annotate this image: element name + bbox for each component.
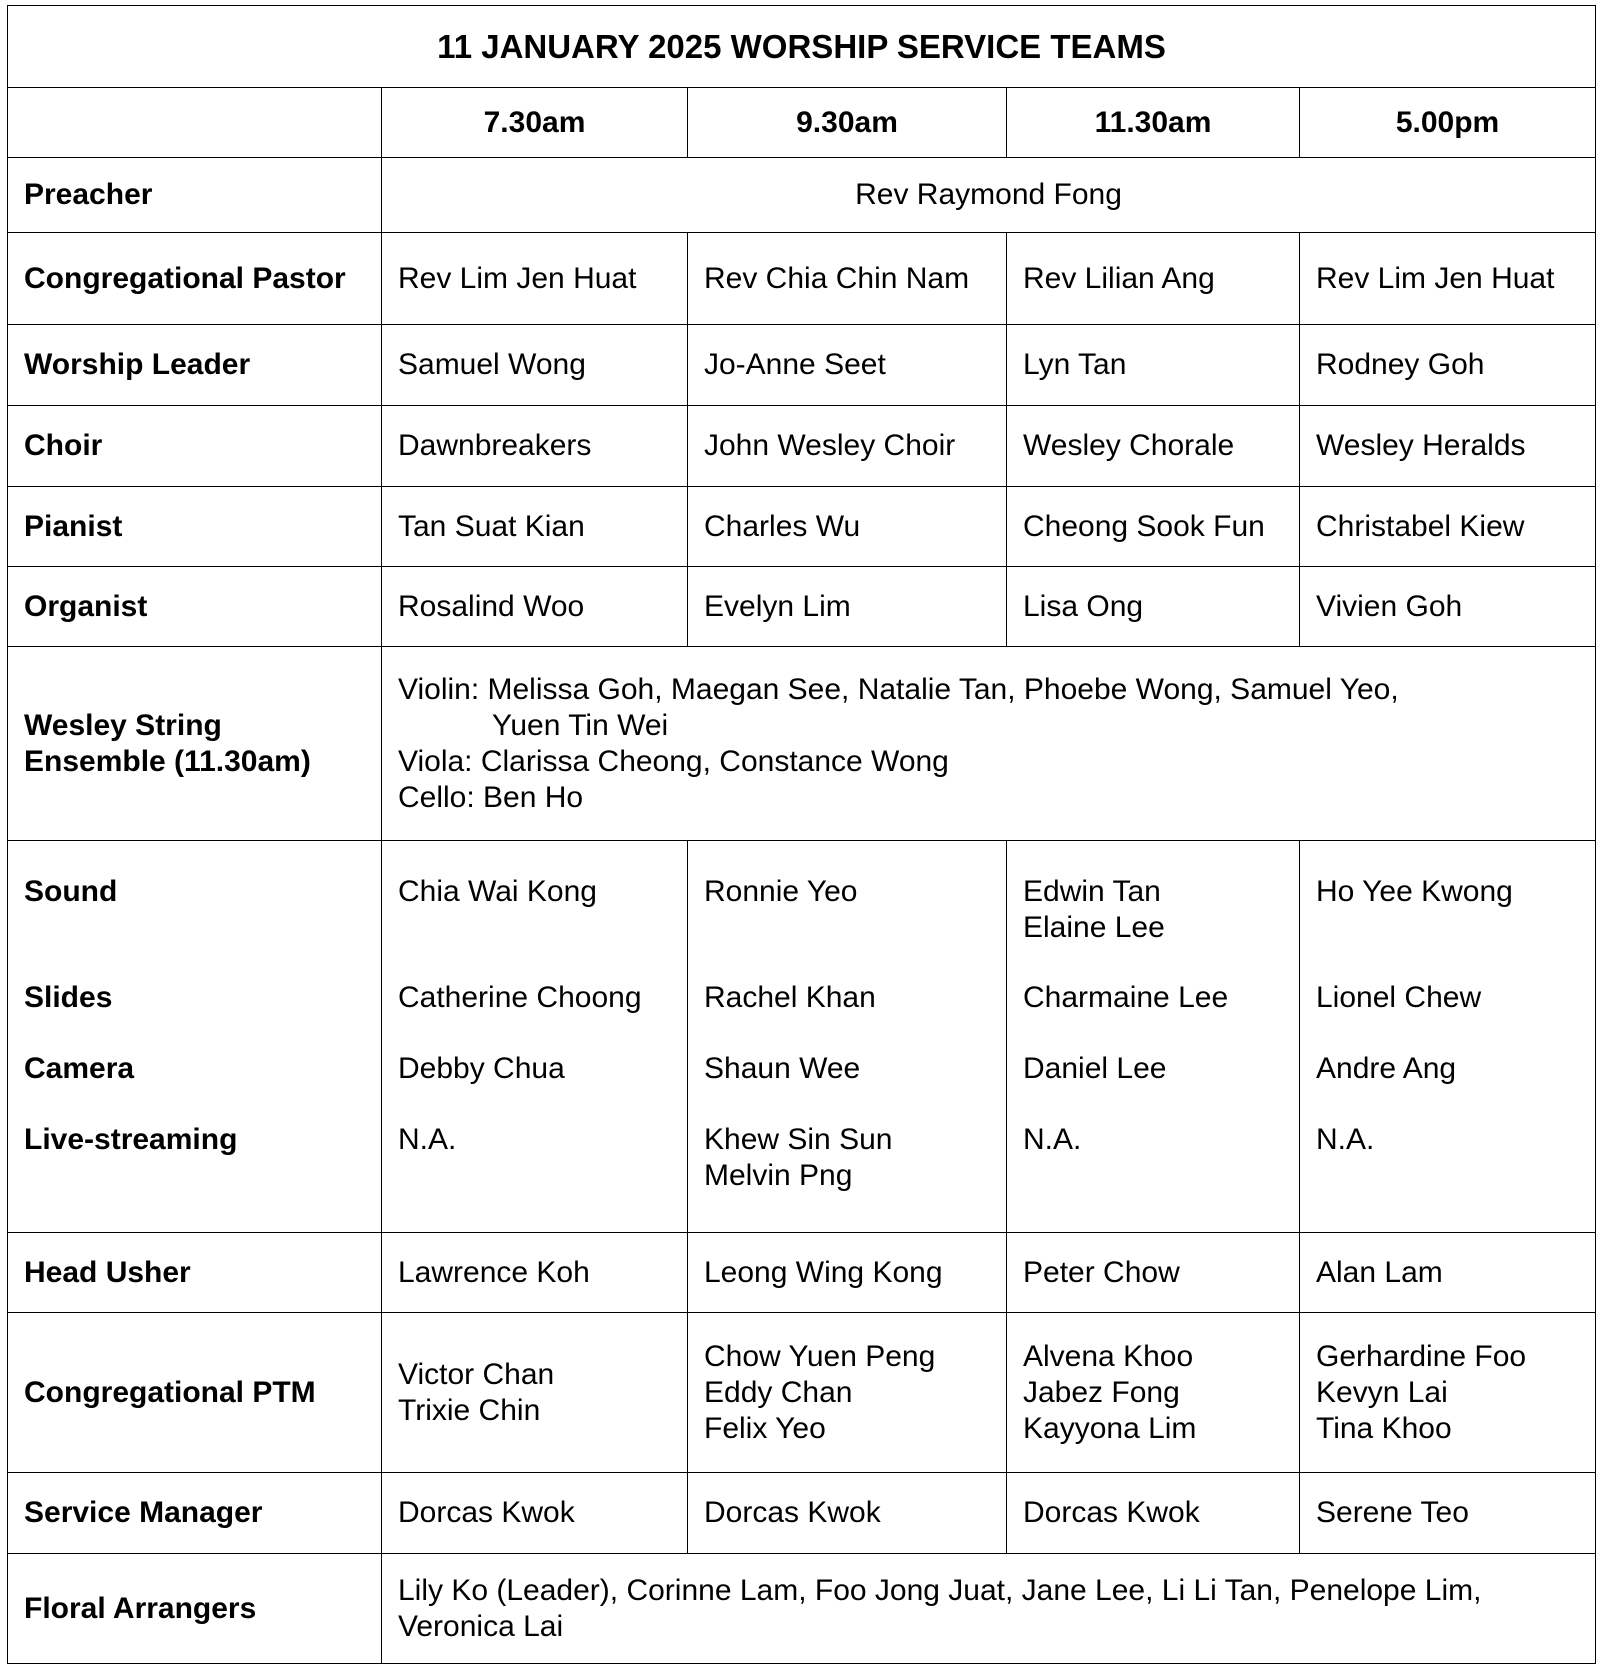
- choir-cell: Wesley Chorale: [1007, 406, 1300, 487]
- worship-leader-cell: Jo-Anne Seet: [688, 325, 1007, 406]
- floral-row: [8, 1554, 1596, 1664]
- service-manager-cell: Dorcas Kwok: [382, 1473, 688, 1554]
- ptm-name: Kayyona Lim: [1023, 1411, 1197, 1445]
- sound-name: Elaine Lee: [1023, 911, 1165, 944]
- organist-row: [8, 567, 1596, 647]
- ptm-name: Trixie Chin: [398, 1393, 541, 1427]
- sound-name: Edwin Tan: [1023, 875, 1161, 908]
- floral-line: Lily Ko (Leader), Corinne Lam, Foo Jong Juat, Jane Lee, Li Li Tan, Penelope Lim,: [398, 1573, 1482, 1607]
- preacher-label: Preacher: [8, 158, 382, 233]
- pastor-row: [8, 233, 1596, 325]
- string-ensemble-members: [382, 647, 1596, 841]
- tech-cell: [1300, 841, 1596, 1233]
- service-teams-table: [7, 5, 1596, 1664]
- slides-label: Slides: [24, 981, 113, 1014]
- floral-label: Floral Arrangers: [8, 1554, 382, 1664]
- pastor-label: Congregational Pastor: [8, 233, 382, 325]
- slides-name: Lionel Chew: [1316, 981, 1482, 1014]
- string-ensemble-row: [8, 647, 1596, 841]
- head-usher-cell: Peter Chow: [1007, 1233, 1300, 1313]
- ptm-cell: [382, 1313, 688, 1473]
- camera-name: Daniel Lee: [1023, 1052, 1167, 1085]
- organist-cell: Vivien Goh: [1300, 567, 1596, 647]
- camera-name: Shaun Wee: [704, 1052, 861, 1085]
- slides-name: Charmaine Lee: [1023, 981, 1229, 1014]
- live-streaming-name: Khew Sin Sun: [704, 1123, 893, 1156]
- string-ensemble-label-line: Ensemble (11.30am): [24, 744, 311, 778]
- sound-label: Sound: [24, 875, 118, 908]
- pastor-cell: Rev Chia Chin Nam: [688, 233, 1007, 325]
- live-streaming-name: Melvin Png: [704, 1159, 853, 1192]
- pianist-cell: Charles Wu: [688, 487, 1007, 567]
- head-usher-cell: Leong Wing Kong: [688, 1233, 1007, 1313]
- violin-line: Violin: Melissa Goh, Maegan See, Natalie Tan, Phoebe Wong, Samuel Yeo,: [398, 672, 1399, 706]
- choir-label: Choir: [8, 406, 382, 487]
- ptm-name: Kevyn Lai: [1316, 1375, 1448, 1409]
- service-manager-cell: Dorcas Kwok: [688, 1473, 1007, 1554]
- live-streaming-label: Live-streaming: [24, 1123, 238, 1156]
- pastor-cell: Rev Lilian Ang: [1007, 233, 1300, 325]
- time-header-3: 11.30am: [1007, 88, 1300, 158]
- floral-members: [382, 1554, 1596, 1664]
- slides-name: Rachel Khan: [704, 981, 876, 1014]
- head-usher-cell: Lawrence Koh: [382, 1233, 688, 1313]
- ptm-row: [8, 1313, 1596, 1473]
- ptm-name: Alvena Khoo: [1023, 1339, 1194, 1373]
- head-usher-label: Head Usher: [8, 1233, 382, 1313]
- sound-name: Ho Yee Kwong: [1316, 875, 1513, 908]
- time-header-4: 5.00pm: [1300, 88, 1596, 158]
- live-streaming-name: N.A.: [1023, 1123, 1082, 1156]
- ptm-name: Felix Yeo: [704, 1411, 826, 1445]
- page-title: 11 JANUARY 2025 WORSHIP SERVICE TEAMS: [8, 6, 1596, 88]
- organist-label: Organist: [8, 567, 382, 647]
- tech-labels: [8, 841, 382, 1233]
- tech-cell: [1007, 841, 1300, 1233]
- string-ensemble-label-line: Wesley String: [24, 708, 222, 742]
- worship-leader-label: Worship Leader: [8, 325, 382, 406]
- title-row: [8, 6, 1596, 88]
- pianist-cell: Christabel Kiew: [1300, 487, 1596, 567]
- ptm-cell: [1007, 1313, 1300, 1473]
- worship-leader-cell: Lyn Tan: [1007, 325, 1300, 406]
- service-manager-label: Service Manager: [8, 1473, 382, 1554]
- preacher-row: [8, 158, 1596, 233]
- ptm-name: Victor Chan: [398, 1357, 555, 1391]
- time-header-1: 7.30am: [382, 88, 688, 158]
- pianist-label: Pianist: [8, 487, 382, 567]
- live-streaming-name: N.A.: [398, 1123, 457, 1156]
- tech-team-row: [8, 841, 1596, 1233]
- camera-name: Debby Chua: [398, 1052, 565, 1085]
- preacher-value: Rev Raymond Fong: [382, 158, 1596, 233]
- choir-cell: Wesley Heralds: [1300, 406, 1596, 487]
- head-usher-cell: Alan Lam: [1300, 1233, 1596, 1313]
- ptm-name: Gerhardine Foo: [1316, 1339, 1527, 1373]
- tech-cell: [688, 841, 1007, 1233]
- pianist-cell: Tan Suat Kian: [382, 487, 688, 567]
- sound-name: Ronnie Yeo: [704, 875, 858, 908]
- pianist-cell: Cheong Sook Fun: [1007, 487, 1300, 567]
- organist-cell: Evelyn Lim: [688, 567, 1007, 647]
- tech-cell: [382, 841, 688, 1233]
- ptm-name: Tina Khoo: [1316, 1411, 1452, 1445]
- choir-row: [8, 406, 1596, 487]
- choir-cell: Dawnbreakers: [382, 406, 688, 487]
- head-usher-row: [8, 1233, 1596, 1313]
- sound-name: Chia Wai Kong: [398, 875, 597, 908]
- pastor-cell: Rev Lim Jen Huat: [382, 233, 688, 325]
- ptm-name: Eddy Chan: [704, 1375, 853, 1409]
- string-ensemble-label: [8, 647, 382, 841]
- header-empty-cell: [8, 88, 382, 158]
- ptm-label: Congregational PTM: [8, 1313, 382, 1473]
- cello-line: Cello: Ben Ho: [398, 780, 584, 814]
- ptm-name: Chow Yuen Peng: [704, 1339, 936, 1373]
- choir-cell: John Wesley Choir: [688, 406, 1007, 487]
- ptm-name: Jabez Fong: [1023, 1375, 1180, 1409]
- pianist-row: [8, 487, 1596, 567]
- organist-cell: Rosalind Woo: [382, 567, 688, 647]
- service-manager-cell: Serene Teo: [1300, 1473, 1596, 1554]
- camera-label: Camera: [24, 1052, 135, 1085]
- pastor-cell: Rev Lim Jen Huat: [1300, 233, 1596, 325]
- service-manager-cell: Dorcas Kwok: [1007, 1473, 1300, 1554]
- floral-line: Veronica Lai: [398, 1609, 564, 1643]
- slides-name: Catherine Choong: [398, 981, 642, 1014]
- times-header-row: [8, 88, 1596, 158]
- camera-name: Andre Ang: [1316, 1052, 1457, 1085]
- ptm-cell: [1300, 1313, 1596, 1473]
- ptm-cell: [688, 1313, 1007, 1473]
- worship-leader-cell: Rodney Goh: [1300, 325, 1596, 406]
- worship-leader-row: [8, 325, 1596, 406]
- service-manager-row: [8, 1473, 1596, 1554]
- violin-line-continued: Yuen Tin Wei: [492, 708, 669, 742]
- viola-line: Viola: Clarissa Cheong, Constance Wong: [398, 744, 949, 778]
- live-streaming-name: N.A.: [1316, 1123, 1375, 1156]
- time-header-2: 9.30am: [688, 88, 1007, 158]
- worship-leader-cell: Samuel Wong: [382, 325, 688, 406]
- organist-cell: Lisa Ong: [1007, 567, 1300, 647]
